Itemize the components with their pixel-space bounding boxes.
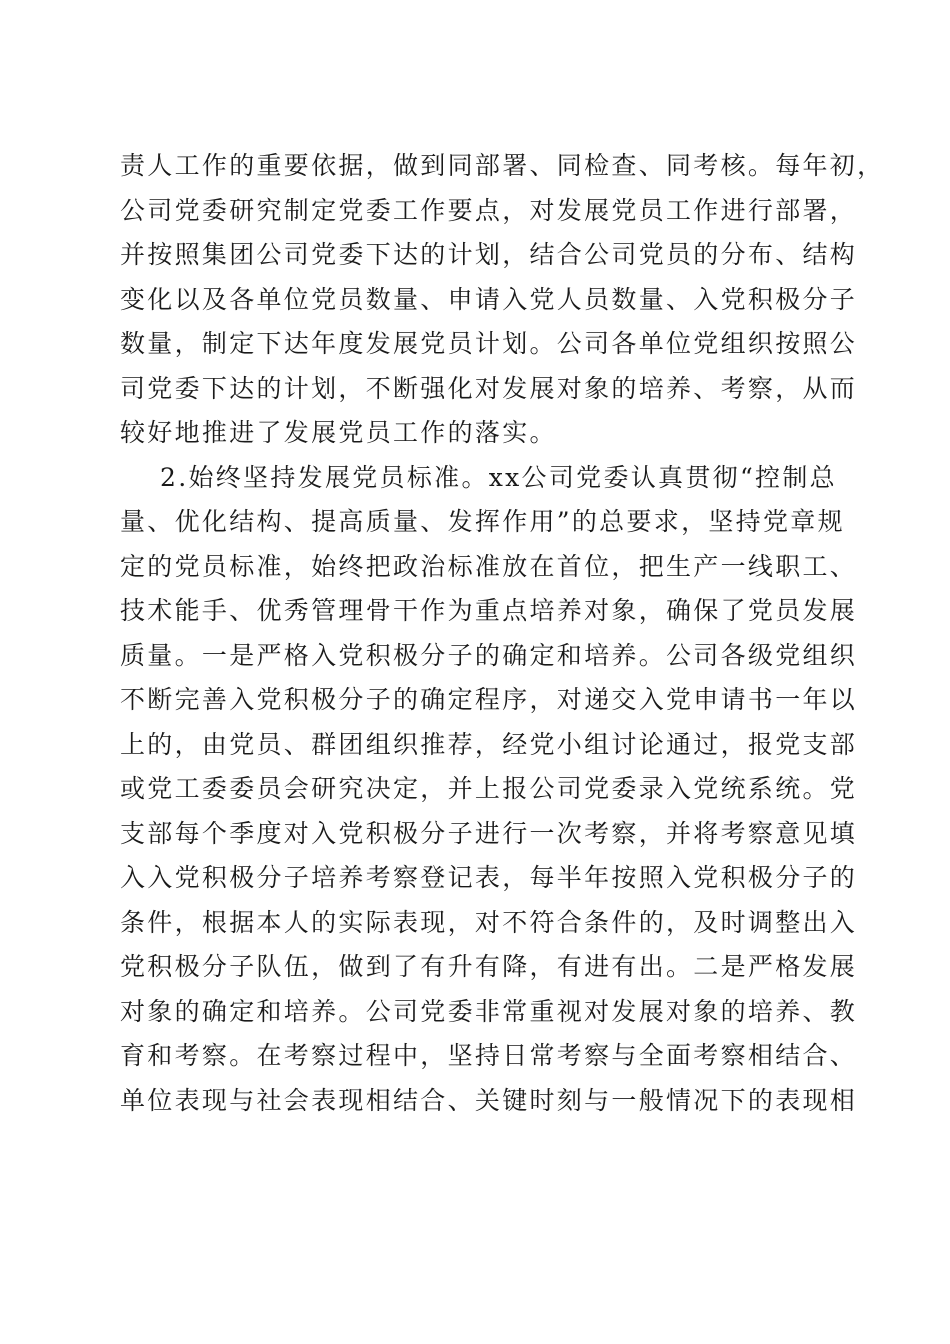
text-line: 并按照集团公司党委下达的计划，结合公司党员的分布、结构: [120, 240, 858, 269]
text-line: 变化以及各单位党员数量、申请入党人员数量、入党积极分子: [120, 284, 858, 314]
text-line: 单位表现与社会表现相结合、关键时刻与一般情况下的表现相: [120, 1085, 858, 1115]
text-line: 数量，制定下达年度发展党员计划。公司各单位党组织按照公: [120, 329, 858, 358]
text-line: 党积极分子队伍，做到了有升有降，有进有出。二是严格发展: [120, 952, 858, 981]
text-line: 条件，根据本人的实际表现，对不符合条件的，及时调整出入: [120, 907, 858, 937]
text-line: 或党工委委员会研究决定，并上报公司党委录入党统系统。党: [120, 774, 858, 803]
text-line: 量、优化结构、提高质量、发挥作用”的总要求，坚持党章规: [120, 507, 845, 536]
text-line: 公司党委研究制定党委工作要点，对发展党员工作进行部署，: [120, 195, 858, 225]
text-line: 质量。一是严格入党积极分子的确定和培养。公司各级党组织: [120, 640, 858, 670]
text-line: 技术能手、优秀管理骨干作为重点培养对象，确保了党员发展: [120, 596, 858, 625]
text-line: 入入党积极分子培养考察登记表，每半年按照入党积极分子的: [120, 863, 858, 892]
text-line: 定的党员标准，始终把政治标准放在首位，把生产一线职工、: [120, 551, 858, 581]
text-line: 不断完善入党积极分子的确定程序，对递交入党申请书一年以: [120, 685, 858, 714]
body-text: [120, 144, 885, 1123]
section-heading-line: 2.始终坚持发展党员标准。xx公司党委认真贯彻“控制总: [160, 462, 837, 492]
text-line: 较好地推进了发展党员工作的落实。: [120, 418, 557, 447]
text-line: 对象的确定和培养。公司党委非常重视对发展对象的培养、教: [120, 996, 858, 1026]
text-line: 上的，由党员、群团组织推荐，经党小组讨论通过，报党支部: [120, 729, 858, 759]
text-line: 育和考察。在考察过程中，坚持日常考察与全面考察相结合、: [120, 1041, 858, 1070]
text-line: 责人工作的重要依据，做到同部署、同检查、同考核。每年初，: [120, 151, 885, 180]
text-line: 司党委下达的计划，不断强化对发展对象的培养、考察，从而: [120, 373, 858, 403]
text-line: 支部每个季度对入党积极分子进行一次考察，并将考察意见填: [120, 818, 858, 848]
